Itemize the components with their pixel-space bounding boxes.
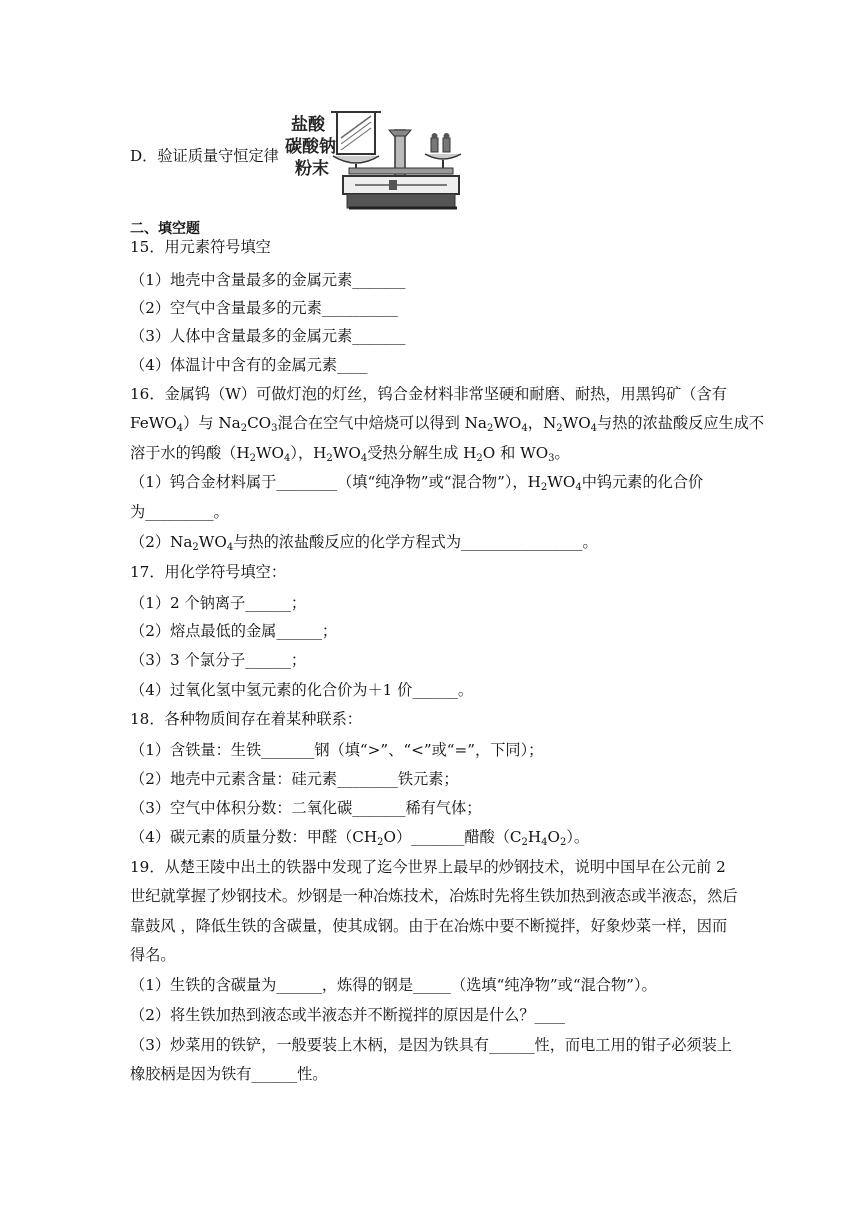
q16-sub-1: （1）钨合金材料属于________（填“纯净物”或“混合物”），$H_2WO_4$中钨元素的化合价	[130, 473, 704, 493]
q18-title: 18．各种物质间存在着某种联系：	[130, 710, 362, 728]
q18-item-2: （2）地壳中元素含量：硅元素________铁元素；	[130, 770, 459, 788]
q17-item-4: （4）过氧化氢中氢元素的化合价为＋1 价______。	[130, 681, 474, 699]
q17-item-2: （2）熔点最低的金属______；	[130, 622, 338, 640]
figure-label-powder: 粉末	[295, 159, 329, 179]
q17-title: 17．用化学符号填空：	[130, 563, 287, 581]
section-title: 二、填空题	[130, 221, 200, 237]
q19-line-2: 世纪就掌握了炒钢技术。炒钢是一种冶炼技术，冶炼时先将生铁加热到液态或半液态，然后	[130, 887, 738, 905]
option-d-label: D．验证质量守恒定律	[130, 147, 279, 165]
q16-line-2: FeWO$_4$）与 $Na_2CO_3$混合在空气中焙烧可以得到 $Na_2WO_4$，$N_2WO_4$与热的浓盐酸反应生成不	[130, 414, 765, 434]
q15-item-2: （2）空气中含量最多的元素__________	[130, 299, 398, 317]
q18-item-3: （3）空气中体积分数：二氧化碳_______稀有气体；	[130, 799, 482, 817]
q19-sub-3: （3）炒菜用的铁铲，一般要装上木柄，是因为铁具有______性，而电工用的钳子必须装上	[130, 1036, 732, 1054]
figure-label-sodium-carbonate: 碳酸钠	[285, 137, 336, 157]
q16-sub-2: $(2)Na_2WO_4$与热的浓盐酸反应的化学方程式为________________。	[130, 533, 598, 553]
q19-sub-2: （2）将生铁加热到液态或半液态并不断搅拌的原因是什么？____	[130, 1006, 565, 1024]
q16-line-1: 16．金属钨（W）可做灯泡的灯丝，钨合金材料非常坚硬和耐磨、耐热，用黑钨矿（含有	[130, 385, 727, 403]
balance-figure	[285, 108, 465, 213]
q16-sub-1-cont: 为_________。	[130, 503, 229, 521]
q19-line-4: 得名。	[130, 946, 176, 964]
q19-line-3: 靠鼓风 ，降低生铁的含碳量，使其成钢。由于在冶炼中要不断搅拌，好象炒菜一样，因而	[130, 917, 728, 935]
q17-item-3: （3）3 个氯分子______；	[130, 651, 307, 669]
q19-sub-1: （1）生铁的含碳量为______，炼得的钢是_____（选填“纯净物”或“混合物”）。	[130, 976, 657, 994]
q15-item-4: （4）体温计中含有的金属元素____	[130, 356, 368, 374]
q19-line-1: 19．从楚王陵中出土的铁器中发现了迄今世界上最早的炒钢技术，说明中国早在公元前 2	[130, 858, 726, 876]
figure-label-hydrochloric-acid: 盐酸	[291, 115, 325, 135]
q15-title: 15．用元素符号填空	[130, 238, 271, 256]
q19-sub-3-cont: 橡胶柄是因为铁有______性。	[130, 1065, 328, 1083]
q15-item-3: （3）人体中含量最多的金属元素_______	[130, 327, 406, 345]
q18-item-4: （4）碳元素的质量分数：甲醛$(CH_2O)\_\_\_\_\_\_\_$醋酸$(C_2H_4O_2)$。	[130, 828, 590, 848]
q15-item-1: （1）地壳中含量最多的金属元素_______	[130, 271, 406, 289]
q16-line-3: 溶于水的钨酸$(H_2WO_4)$，$H_2WO_4$受热分解生成 $H_2O$ 和 $WO_3$。	[130, 444, 570, 464]
q18-item-1: （1）含铁量：生铁_______钢（填“>”、“<”或“=”，下同）；	[130, 741, 544, 759]
q17-item-1: （1）2 个钠离子______；	[130, 594, 307, 612]
